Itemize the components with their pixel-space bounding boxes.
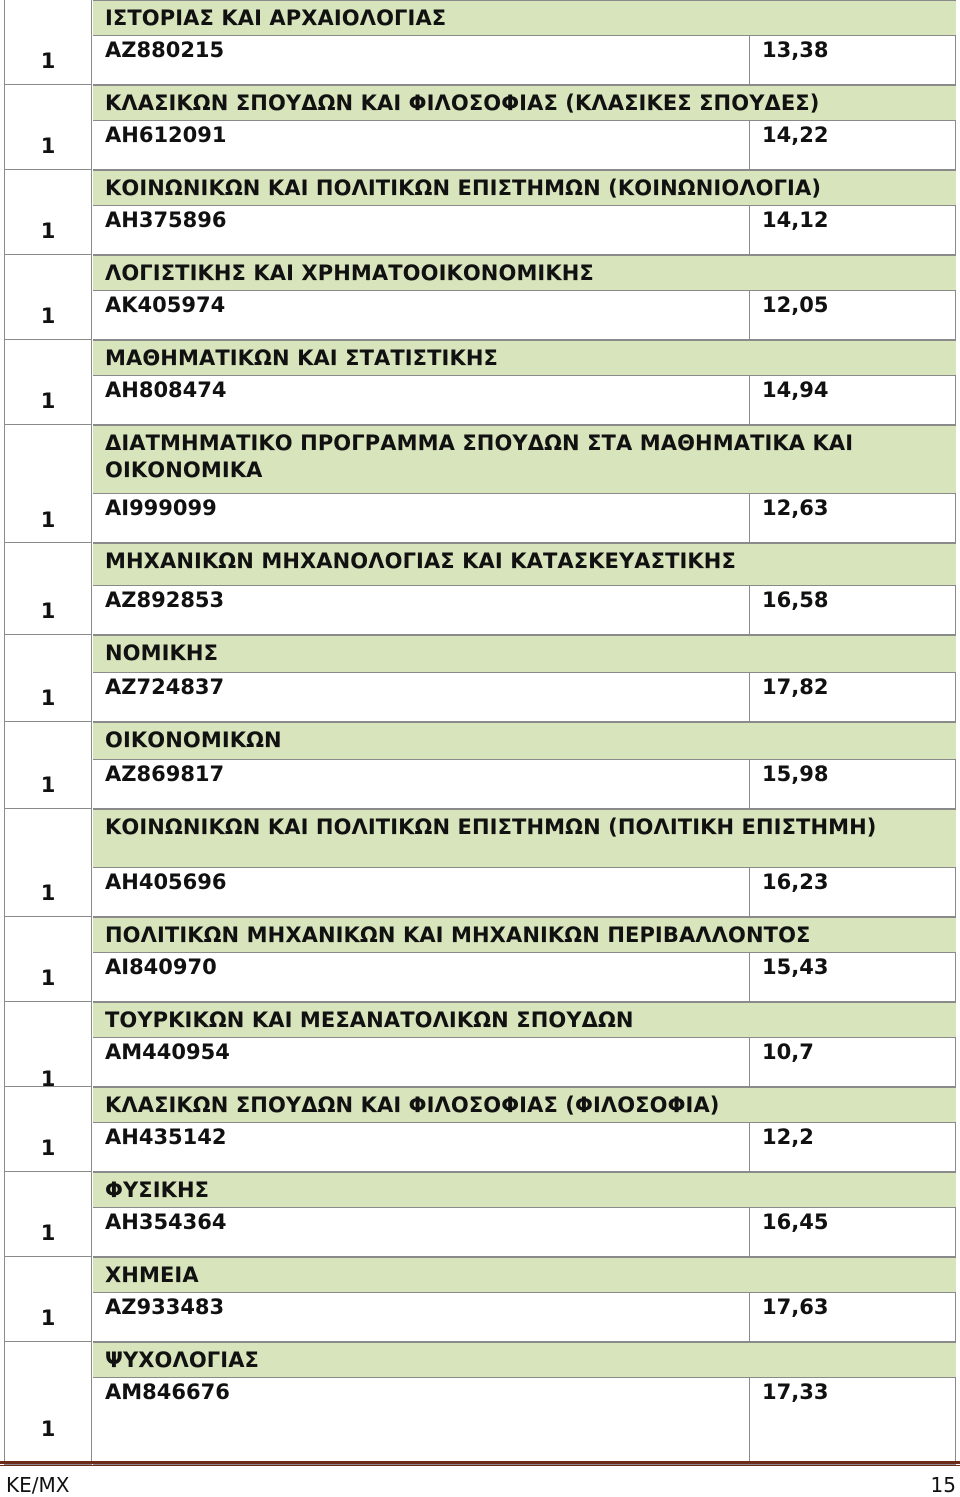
- count-cell: [4, 809, 92, 917]
- grade-value: 12,2: [762, 1125, 814, 1149]
- grade-cell: [749, 1038, 956, 1086]
- code-row: [93, 493, 956, 543]
- candidate-code: ΑΖ892853: [105, 588, 225, 612]
- grade-cell: [749, 1378, 956, 1464]
- code-row: [93, 375, 956, 425]
- candidate-code: ΑΜ846676: [105, 1380, 230, 1404]
- count-value: 1: [40, 1136, 56, 1160]
- count-value: 1: [40, 1306, 56, 1330]
- department-name: ΚΛΑΣΙΚΩΝ ΣΠΟΥΔΩΝ ΚΑΙ ΦΙΛΟΣΟΦΙΑΣ (ΦΙΛΟΣΟΦΙΑ): [93, 1087, 956, 1122]
- candidate-code: ΑΖ880215: [105, 38, 225, 62]
- grade-cell: [749, 868, 956, 916]
- table-row: [4, 543, 956, 635]
- grade-value: 16,23: [762, 870, 829, 894]
- count-cell: [4, 255, 92, 340]
- table-row: [4, 85, 956, 170]
- code-row: [93, 952, 956, 1002]
- candidate-code: ΑΗ435142: [105, 1125, 227, 1149]
- count-cell: [4, 722, 92, 809]
- code-row: [93, 120, 956, 170]
- candidate-code: ΑΙ840970: [105, 955, 217, 979]
- table-row: [4, 0, 956, 85]
- candidate-code: ΑΚ405974: [105, 293, 226, 317]
- department-name: ΚΟΙΝΩΝΙΚΩΝ ΚΑΙ ΠΟΛΙΤΙΚΩΝ ΕΠΙΣΤΗΜΩΝ (ΚΟΙΝΩΝΙΟΛΟΓΙΑ): [93, 170, 956, 205]
- grade-cell: [749, 760, 956, 808]
- department-name: ΤΟΥΡΚΙΚΩΝ ΚΑΙ ΜΕΣΑΝΑΤΟΛΙΚΩΝ ΣΠΟΥΔΩΝ: [93, 1002, 956, 1037]
- candidate-code: ΑΗ375896: [105, 208, 227, 232]
- table-row: [4, 635, 956, 722]
- grade-cell: [749, 953, 956, 1001]
- candidate-code: ΑΗ612091: [105, 123, 227, 147]
- count-value: 1: [40, 134, 56, 158]
- grade-value: 12,05: [762, 293, 829, 317]
- grade-cell: [749, 206, 956, 254]
- count-cell: [4, 0, 92, 85]
- grade-cell: [749, 1208, 956, 1256]
- count-cell: [4, 1342, 92, 1465]
- code-row: [93, 867, 956, 917]
- count-cell: [4, 1257, 92, 1342]
- candidate-code: ΑΜ440954: [105, 1040, 230, 1064]
- code-row: [93, 205, 956, 255]
- count-cell: [4, 543, 92, 635]
- table-row: [4, 722, 956, 809]
- table-row: [4, 1002, 956, 1091]
- grade-value: 16,58: [762, 588, 829, 612]
- grade-cell: [749, 1293, 956, 1341]
- grade-value: 17,82: [762, 675, 829, 699]
- grade-value: 14,12: [762, 208, 829, 232]
- count-value: 1: [40, 304, 56, 328]
- department-name: ΠΟΛΙΤΙΚΩΝ ΜΗΧΑΝΙΚΩΝ ΚΑΙ ΜΗΧΑΝΙΚΩΝ ΠΕΡΙΒΑΛΛΟΝΤΟΣ: [93, 917, 956, 952]
- candidate-code: ΑΗ405696: [105, 870, 227, 894]
- department-name: ΨΥΧΟΛΟΓΙΑΣ: [93, 1342, 956, 1377]
- department-name: ΝΟΜΙΚΗΣ: [93, 635, 956, 672]
- code-row: [93, 759, 956, 809]
- grade-value: 17,33: [762, 1380, 829, 1404]
- grade-value: 14,22: [762, 123, 829, 147]
- footer-divider: [0, 1461, 960, 1466]
- count-value: 1: [40, 773, 56, 797]
- table-row: [4, 340, 956, 425]
- table-row: [4, 917, 956, 1002]
- table-row: [4, 1172, 956, 1257]
- grade-value: 17,63: [762, 1295, 829, 1319]
- department-name: ΛΟΓΙΣΤΙΚΗΣ ΚΑΙ ΧΡΗΜΑΤΟΟΙΚΟΝΟΜΙΚΗΣ: [93, 255, 956, 290]
- count-cell: [4, 425, 92, 543]
- code-row: [93, 672, 956, 722]
- department-name: ΜΗΧΑΝΙΚΩΝ ΜΗΧΑΝΟΛΟΓΙΑΣ ΚΑΙ ΚΑΤΑΣΚΕΥΑΣΤΙΚΗΣ: [93, 543, 956, 585]
- count-cell: [4, 1172, 92, 1257]
- table-row: [4, 1257, 956, 1342]
- grade-cell: [749, 121, 956, 169]
- table-row: [4, 1342, 956, 1465]
- count-value: 1: [40, 508, 56, 532]
- candidate-code: ΑΗ808474: [105, 378, 227, 402]
- table-row: [4, 170, 956, 255]
- grade-value: 12,63: [762, 496, 829, 520]
- department-name: ΧΗΜΕΙΑ: [93, 1257, 956, 1292]
- count-value: 1: [40, 389, 56, 413]
- department-name: ΜΑΘΗΜΑΤΙΚΩΝ ΚΑΙ ΣΤΑΤΙΣΤΙΚΗΣ: [93, 340, 956, 375]
- grade-cell: [749, 36, 956, 84]
- department-name: ΦΥΣΙΚΗΣ: [93, 1172, 956, 1207]
- grade-cell: [749, 1123, 956, 1171]
- count-value: 1: [40, 881, 56, 905]
- count-value: 1: [40, 219, 56, 243]
- code-row: [93, 1122, 956, 1172]
- table-row: [4, 425, 956, 543]
- count-cell: [4, 1087, 92, 1172]
- code-row: [93, 1377, 956, 1465]
- count-cell: [4, 85, 92, 170]
- count-cell: [4, 1002, 92, 1091]
- department-name: ΚΟΙΝΩΝΙΚΩΝ ΚΑΙ ΠΟΛΙΤΙΚΩΝ ΕΠΙΣΤΗΜΩΝ (ΠΟΛΙΤΙΚΗ ΕΠΙΣΤΗΜΗ): [93, 809, 956, 867]
- count-value: 1: [40, 1221, 56, 1245]
- count-value: 1: [40, 1417, 56, 1441]
- department-name: ΔΙΑΤΜΗΜΑΤΙΚΟ ΠΡΟΓΡΑΜΜΑ ΣΠΟΥΔΩΝ ΣΤΑ ΜΑΘΗΜΑΤΙΚΑ ΚΑΙ ΟΙΚΟΝΟΜΙΚΑ: [93, 425, 956, 493]
- grade-cell: [749, 376, 956, 424]
- count-value: 1: [40, 599, 56, 623]
- count-value: 1: [40, 49, 56, 73]
- code-row: [93, 585, 956, 635]
- code-row: [93, 35, 956, 85]
- count-cell: [4, 340, 92, 425]
- grade-cell: [749, 494, 956, 542]
- footer-label: ΚΕ/ΜΧ: [6, 1473, 70, 1497]
- count-cell: [4, 917, 92, 1002]
- department-name: ΟΙΚΟΝΟΜΙΚΩΝ: [93, 722, 956, 759]
- code-row: [93, 290, 956, 340]
- grade-value: 10,7: [762, 1040, 814, 1064]
- count-value: 1: [40, 966, 56, 990]
- count-cell: [4, 170, 92, 255]
- candidate-code: ΑΙ999099: [105, 496, 217, 520]
- grade-cell: [749, 586, 956, 634]
- department-name: ΙΣΤΟΡΙΑΣ ΚΑΙ ΑΡΧΑΙΟΛΟΓΙΑΣ: [93, 0, 956, 35]
- table-row: [4, 809, 956, 917]
- grade-value: 13,38: [762, 38, 829, 62]
- grade-cell: [749, 291, 956, 339]
- grade-value: 15,43: [762, 955, 829, 979]
- candidate-code: ΑΖ933483: [105, 1295, 225, 1319]
- table-row: [4, 255, 956, 340]
- count-value: 1: [40, 686, 56, 710]
- count-cell: [4, 635, 92, 722]
- candidate-code: ΑΗ354364: [105, 1210, 227, 1234]
- department-name: ΚΛΑΣΙΚΩΝ ΣΠΟΥΔΩΝ ΚΑΙ ΦΙΛΟΣΟΦΙΑΣ (ΚΛΑΣΙΚΕΣ ΣΠΟΥΔΕΣ): [93, 85, 956, 120]
- grade-value: 15,98: [762, 762, 829, 786]
- code-row: [93, 1292, 956, 1342]
- count-value: 1: [40, 1067, 56, 1091]
- code-row: [93, 1207, 956, 1257]
- code-row: [93, 1037, 956, 1087]
- candidate-code: ΑΖ724837: [105, 675, 225, 699]
- page-number: 15: [930, 1473, 956, 1497]
- table-row: [4, 1087, 956, 1172]
- candidate-code: ΑΖ869817: [105, 762, 225, 786]
- grade-value: 16,45: [762, 1210, 829, 1234]
- grade-value: 14,94: [762, 378, 829, 402]
- grade-cell: [749, 673, 956, 721]
